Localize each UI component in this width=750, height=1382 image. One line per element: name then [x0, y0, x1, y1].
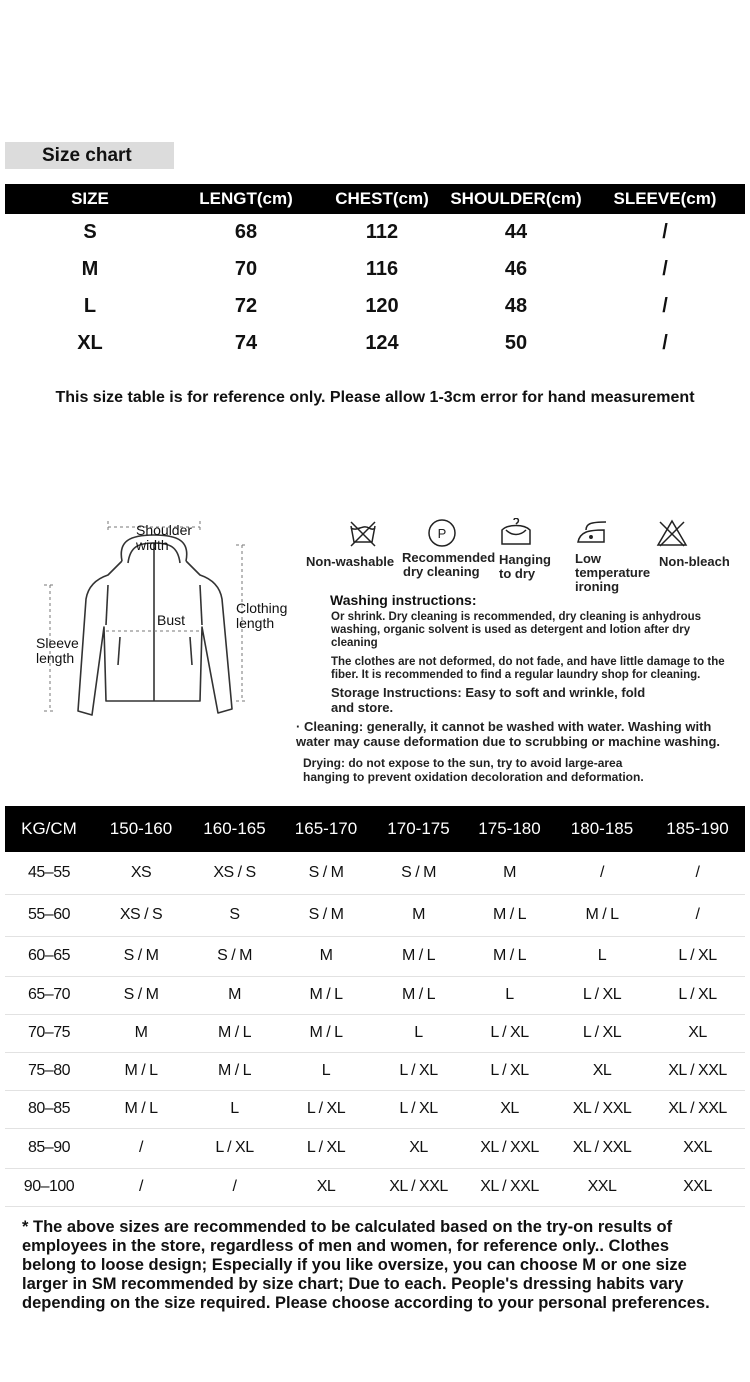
col-header-chest: CHEST(cm) — [317, 184, 447, 214]
ironing-label: Low temperature ironing — [575, 551, 651, 594]
weight-cell: 85–90 — [5, 1128, 93, 1168]
size-cell: XL / XXL — [554, 1128, 650, 1168]
clothing-length-label: Clothing length — [236, 600, 288, 631]
size-recommendation-table — [5, 806, 745, 1207]
size-cell: XL / XXL — [372, 1168, 465, 1206]
size-cell: S / M — [189, 936, 280, 976]
col-header-height: 160-165 — [189, 806, 280, 852]
col-header-height: 150-160 — [93, 806, 189, 852]
col-header-height: 185-190 — [650, 806, 745, 852]
cell-length: 74 — [234, 332, 258, 354]
cell-shoulder: 48 — [504, 295, 528, 317]
size-cell: L — [189, 1090, 280, 1128]
size-cell: XL — [372, 1128, 465, 1168]
size-cell: XXL — [554, 1168, 650, 1206]
weight-cell: 80–85 — [5, 1090, 93, 1128]
size-cell: XL / XXL — [465, 1128, 554, 1168]
table-row — [5, 1014, 745, 1052]
size-cell: L — [280, 1052, 372, 1090]
col-header-kg-cm: KG/CM — [5, 806, 93, 852]
size-cell: / — [650, 894, 745, 936]
cell-shoulder: 46 — [504, 258, 528, 280]
size-cell: XL / XXL — [650, 1090, 745, 1128]
cell-length: 70 — [234, 258, 258, 280]
weight-cell: 60–65 — [5, 936, 93, 976]
size-cell: XS — [93, 852, 189, 894]
cell-length: 72 — [234, 295, 258, 317]
col-header-sleeve: SLEEVE(cm) — [585, 184, 745, 214]
col-header-shoulder: SHOULDER(cm) — [447, 184, 585, 214]
cell-size: XL — [77, 332, 103, 354]
size-cell: / — [93, 1168, 189, 1206]
size-cell: L / XL — [372, 1090, 465, 1128]
col-header-size: SIZE — [5, 184, 175, 214]
cell-sleeve: / — [662, 258, 668, 280]
weight-cell: 65–70 — [5, 976, 93, 1014]
size-cell: M — [465, 852, 554, 894]
washing-paragraph-1: Or shrink. Dry cleaning is recommended, dry cleaning is anhydrous washing, organic solvent is used as detergent and lotion after dry cleaning — [331, 611, 702, 649]
size-cell: L / XL — [280, 1128, 372, 1168]
size-cell: M / L — [465, 936, 554, 976]
size-cell: M / L — [280, 1014, 372, 1052]
size-cell: S / M — [372, 852, 465, 894]
sleeve-length-label: Sleeve length — [36, 635, 79, 666]
size-cell: L / XL — [554, 1014, 650, 1052]
size-cell: L / XL — [465, 1014, 554, 1052]
size-cell: XL / XXL — [554, 1090, 650, 1128]
size-table-note: This size table is for reference only. Please allow 1-3cm error for hand measurement — [55, 389, 695, 406]
non-bleach-label: Non-bleach — [659, 554, 730, 569]
non-bleach-icon — [654, 518, 690, 548]
size-cell: M / L — [280, 976, 372, 1014]
col-header-height: 180-185 — [554, 806, 650, 852]
size-cell: XL — [280, 1168, 372, 1206]
table-row — [5, 936, 745, 976]
size-cell: L — [465, 976, 554, 1014]
non-washable-icon — [345, 518, 381, 548]
col-header-height: 170-175 — [372, 806, 465, 852]
cell-size: L — [83, 295, 97, 317]
size-cell: L / XL — [650, 976, 745, 1014]
size-cell: S / M — [280, 894, 372, 936]
size-cell: L / XL — [554, 976, 650, 1014]
size-cell: XL — [465, 1090, 554, 1128]
size-cell: L — [554, 936, 650, 976]
size-cell: L / XL — [280, 1090, 372, 1128]
table-row — [5, 251, 745, 288]
drying-instructions: Drying: do not expose to the sun, try to avoid large-area hanging to prevent oxidation decoloration and deformation. — [303, 756, 644, 784]
size-cell: S / M — [93, 976, 189, 1014]
col-header-height: 175-180 — [465, 806, 554, 852]
size-cell: L / XL — [372, 1052, 465, 1090]
washing-instructions-title: Washing instructions: — [330, 592, 477, 608]
table-row — [5, 894, 745, 936]
table-row — [5, 325, 745, 362]
bust-label: Bust — [157, 612, 186, 628]
size-table-header — [5, 184, 745, 214]
size-cell: M / L — [554, 894, 650, 936]
dry-cleaning-icon — [424, 518, 460, 548]
cell-sleeve: / — [662, 221, 668, 243]
size-chart-title: Size chart — [5, 142, 174, 169]
size-cell: XL / XXL — [465, 1168, 554, 1206]
size-cell: XL — [554, 1052, 650, 1090]
weight-cell: 70–75 — [5, 1014, 93, 1052]
shoulder-width-label: Shoulder width — [136, 522, 193, 553]
size-cell: XL — [650, 1014, 745, 1052]
non-washable-label: Non-washable — [306, 554, 395, 569]
washing-paragraph-2: The clothes are not deformed, do not fade, and have little damage to the fiber. It is recommended to find a regular laundry shop for cleaning. — [331, 656, 725, 681]
size-cell: / — [93, 1128, 189, 1168]
recommendation-header — [5, 806, 745, 852]
weight-cell: 90–100 — [5, 1168, 93, 1206]
weight-cell: 75–80 — [5, 1052, 93, 1090]
size-cell: M — [189, 976, 280, 1014]
table-row — [5, 1052, 745, 1090]
size-cell: L / XL — [189, 1128, 280, 1168]
size-cell: XXL — [650, 1168, 745, 1206]
cell-length: 68 — [234, 221, 258, 243]
table-row — [5, 976, 745, 1014]
size-cell: S — [189, 894, 280, 936]
size-cell: / — [650, 852, 745, 894]
size-cell: L / XL — [465, 1052, 554, 1090]
size-table — [5, 184, 745, 362]
size-cell: M / L — [93, 1090, 189, 1128]
size-cell: M / L — [372, 976, 465, 1014]
table-row — [5, 1168, 745, 1206]
svg-text:P: P — [437, 526, 447, 541]
recommendation-note: * The above sizes are recommended to be calculated based on the try-on results of employees in the store, regardless of men and women, for reference only.. Clothes belong to loose design; Especially if you like oversize, you can choose M or one size larger in SM recommended by size chart; Due to each. People's dressing habits vary depending on the size required. Please choose according to your personal preferences. — [22, 1218, 710, 1312]
size-cell: M — [93, 1014, 189, 1052]
size-cell: XS / S — [93, 894, 189, 936]
dry-cleaning-label: Recommended dry cleaning — [402, 550, 496, 579]
size-cell: M — [372, 894, 465, 936]
size-cell: M / L — [189, 1052, 280, 1090]
size-cell: L — [372, 1014, 465, 1052]
size-cell: XXL — [650, 1128, 745, 1168]
cell-chest: 116 — [365, 258, 399, 280]
hanging-dry-icon — [498, 518, 534, 548]
iron-icon — [574, 518, 610, 548]
table-row — [5, 852, 745, 894]
table-row — [5, 288, 745, 325]
table-row — [5, 1090, 745, 1128]
table-row — [5, 214, 745, 251]
cell-sleeve: / — [662, 332, 668, 354]
size-cell: S / M — [280, 852, 372, 894]
size-cell: L / XL — [650, 936, 745, 976]
size-cell: M / L — [372, 936, 465, 976]
jacket-diagram — [30, 515, 310, 725]
size-cell: M / L — [189, 1014, 280, 1052]
cell-size: S — [83, 221, 97, 243]
storage-instructions: Storage Instructions: Easy to soft and wrinkle, fold and store. — [331, 685, 646, 715]
weight-cell: 55–60 — [5, 894, 93, 936]
cell-size: M — [81, 258, 99, 280]
size-cell: M / L — [465, 894, 554, 936]
cell-chest: 112 — [365, 221, 399, 243]
table-row — [5, 1128, 745, 1168]
size-cell: M — [280, 936, 372, 976]
size-cell: XS / S — [189, 852, 280, 894]
size-cell: M / L — [93, 1052, 189, 1090]
col-header-length: LENGT(cm) — [175, 184, 317, 214]
cell-sleeve: / — [662, 295, 668, 317]
size-cell: XL / XXL — [650, 1052, 745, 1090]
hanging-dry-label: Hanging to dry — [499, 552, 551, 581]
weight-cell: 45–55 — [5, 852, 93, 894]
cell-shoulder: 50 — [504, 332, 528, 354]
size-cell: / — [554, 852, 650, 894]
col-header-height: 165-170 — [280, 806, 372, 852]
size-cell: S / M — [93, 936, 189, 976]
cell-chest: 120 — [365, 295, 399, 317]
cell-chest: 124 — [365, 332, 399, 354]
cleaning-instructions: · Cleaning: generally, it cannot be washed with water. Washing with water may cause deformation due to scrubbing or machine washing. — [296, 719, 721, 749]
size-cell: / — [189, 1168, 280, 1206]
cell-shoulder: 44 — [504, 221, 528, 243]
